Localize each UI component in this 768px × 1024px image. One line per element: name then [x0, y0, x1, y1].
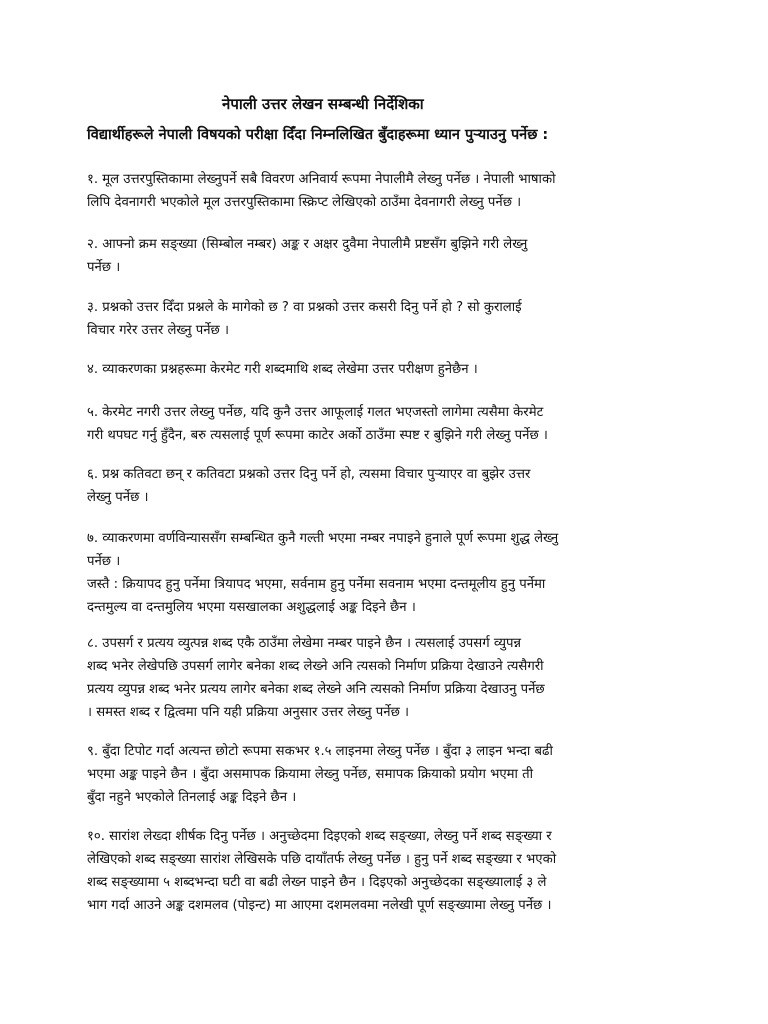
guideline-line: बुँदा नहुने भएकोले तिनलाई अङ्क दिइने छैन ।	[87, 790, 297, 805]
guideline-item-5	[87, 401, 692, 447]
guideline-line: भएमा अङ्क पाइने छैन । बुँदा असमापक क्रियामा लेख्नु पर्नेछ, समापक क्रियाको प्रयोग भएमा ती	[87, 767, 534, 782]
guideline-line: । समस्त शब्द र द्वित्वमा पनि यही प्रक्रिया अनुसार उत्तर लेख्नु पर्नेछ ।	[87, 705, 410, 720]
guideline-line: ७. व्याकरणमा वर्णविन्याससँग सम्बन्धित कुनै गल्ती भएमा नम्बर नपाइने हुनाले पूर्ण रूपमा शुद्ध लेख्नु	[87, 531, 559, 546]
document-title: नेपाली उत्तर लेखन सम्बन्धी निर्देशिका	[222, 95, 424, 113]
guideline-line: पर्नेछ ।	[87, 260, 121, 275]
guideline-item-6	[87, 463, 692, 509]
guideline-line: १०. सारांश लेख्दा शीर्षक दिनु पर्नेछ । अनुच्छेदमा दिइएको शब्द सङ्ख्या, लेख्नु पर्ने शब्द सङ्ख्या र	[87, 829, 552, 844]
guideline-item-7	[87, 527, 692, 619]
guideline-line: विचार गरेर उत्तर लेख्नु पर्नेछ ।	[87, 323, 229, 338]
guideline-item-9	[87, 740, 692, 809]
guideline-line: लेखिएको शब्द सङ्ख्या सारांश लेखिसके पछि दायाँतर्फ लेख्नु पर्नेछ । हुनु पर्ने शब्द सङ्ख्या र भएको	[87, 852, 557, 867]
guideline-line: भाग गर्दा आउने अङ्क दशमलव (पोइन्ट) मा आएमा दशमलवमा नलेखी पूर्ण सङ्ख्यामा लेख्नु पर्नेछ ।	[87, 898, 552, 913]
guideline-line: शब्द सङ्ख्यामा ५ शब्दभन्दा घटी वा बढी लेख्न पाइने छैन । दिइएको अनुच्छेदका सङ्ख्यालाई ३ ले	[87, 875, 547, 890]
guideline-line: ३. प्रश्नको उत्तर दिँदा प्रश्नले के मागेको छ ? वा प्रश्नको उत्तर कसरी दिनु पर्ने हो ? सो कुरालाई	[87, 300, 522, 315]
guideline-line: ८. उपसर्ग र प्रत्यय व्युत्पन्न शब्द एकै ठाउँमा लेखेमा नम्बर पाइने छैन । त्यसलाई उपसर्ग व्युपन्न	[87, 636, 521, 651]
guideline-line: लेख्नु पर्नेछ ।	[87, 490, 149, 505]
guideline-line: दन्तमुल्य वा दन्तमुलिय भएमा यसखालका अशुद्धलाई अङ्क दिइने छैन ।	[87, 600, 416, 615]
guideline-line: १. मूल उत्तरपुस्तिकामा लेख्नुपर्ने सबै विवरण अनिवार्य रूपमा नेपालीमै लेख्नु पर्नेछ । नेपाली भाषाको	[87, 172, 556, 187]
guideline-line: जस्तै : क्रियापद हुनु पर्नेमा त्रियापद भएमा, सर्वनाम हुनु पर्नेमा सवनाम भएमा दन्तमूलीय हुनु पर्नेमा	[87, 577, 546, 592]
guideline-line: लिपि देवनागरी भएकोले मूल उत्तरपुस्तिकामा स्क्रिप्ट लेखिएको ठाउँमा देवनागरी लेख्नु पर्नेछ ।	[87, 195, 522, 210]
guideline-line: ५. केरमेट नगरी उत्तर लेख्नु पर्नेछ, यदि कुनै उत्तर आफूलाई गलत भएजस्तो लागेमा त्यसैमा केरमेट	[87, 405, 544, 420]
document-intro: विद्यार्थीहरूले नेपाली विषयको परीक्षा दिँदा निम्नलिखित बुँदाहरूमा ध्यान पुर्‍याउनु पर्नेछ :	[87, 127, 549, 143]
guideline-item-3	[87, 296, 692, 342]
guideline-line: ६. प्रश्न कतिवटा छन् र कतिवटा प्रश्नको उत्तर दिनु पर्ने हो, त्यसमा विचार पुर्‍याएर वा बुझेर उत्तर	[87, 467, 531, 482]
guideline-item-2	[87, 233, 692, 279]
guideline-line: २. आफ्नो क्रम सङ्ख्या (सिम्बोल नम्बर) अङ्क र अक्षर दुवैमा नेपालीमै प्रष्टसँग बुझिने गरी लेख्नु	[87, 237, 528, 252]
guideline-line: शब्द भनेर लेखेपछि उपसर्ग लागेर बनेका शब्द लेख्ने अनि त्यसको निर्माण प्रक्रिया देखाउने त्यसैगरी	[87, 659, 544, 674]
guideline-item-8	[87, 632, 692, 724]
guideline-item-1	[87, 168, 692, 214]
guideline-item-10	[87, 825, 692, 917]
guideline-line: प्रत्यय व्युपन्न शब्द भनेर प्रत्यय लागेर बनेका शब्द लेख्ने अनि त्यसको निर्माण प्रक्रिया देखाउनु पर्नेछ	[87, 682, 545, 697]
guideline-line: ९. बुँदा टिपोट गर्दा अत्यन्त छोटो रूपमा सकभर १.५ लाइनमा लेख्नु पर्नेछ । बुँदा ३ लाइन भन्दा बढी	[87, 744, 553, 759]
guideline-item-4	[87, 358, 692, 381]
guideline-line: पर्नेछ ।	[87, 554, 121, 569]
guideline-line: गरी थपघट गर्नु हुँदैन, बरु त्यसलाई पूर्ण रूपमा काटेर अर्को ठाउँमा स्पष्ट र बुझिने गरी लेख्नु पर्नेछ ।	[87, 428, 548, 443]
guideline-line: ४. व्याकरणका प्रश्नहरूमा केरमेट गरी शब्दमाथि शब्द लेखेमा उत्तर परीक्षण हुनेछैन ।	[87, 362, 478, 377]
